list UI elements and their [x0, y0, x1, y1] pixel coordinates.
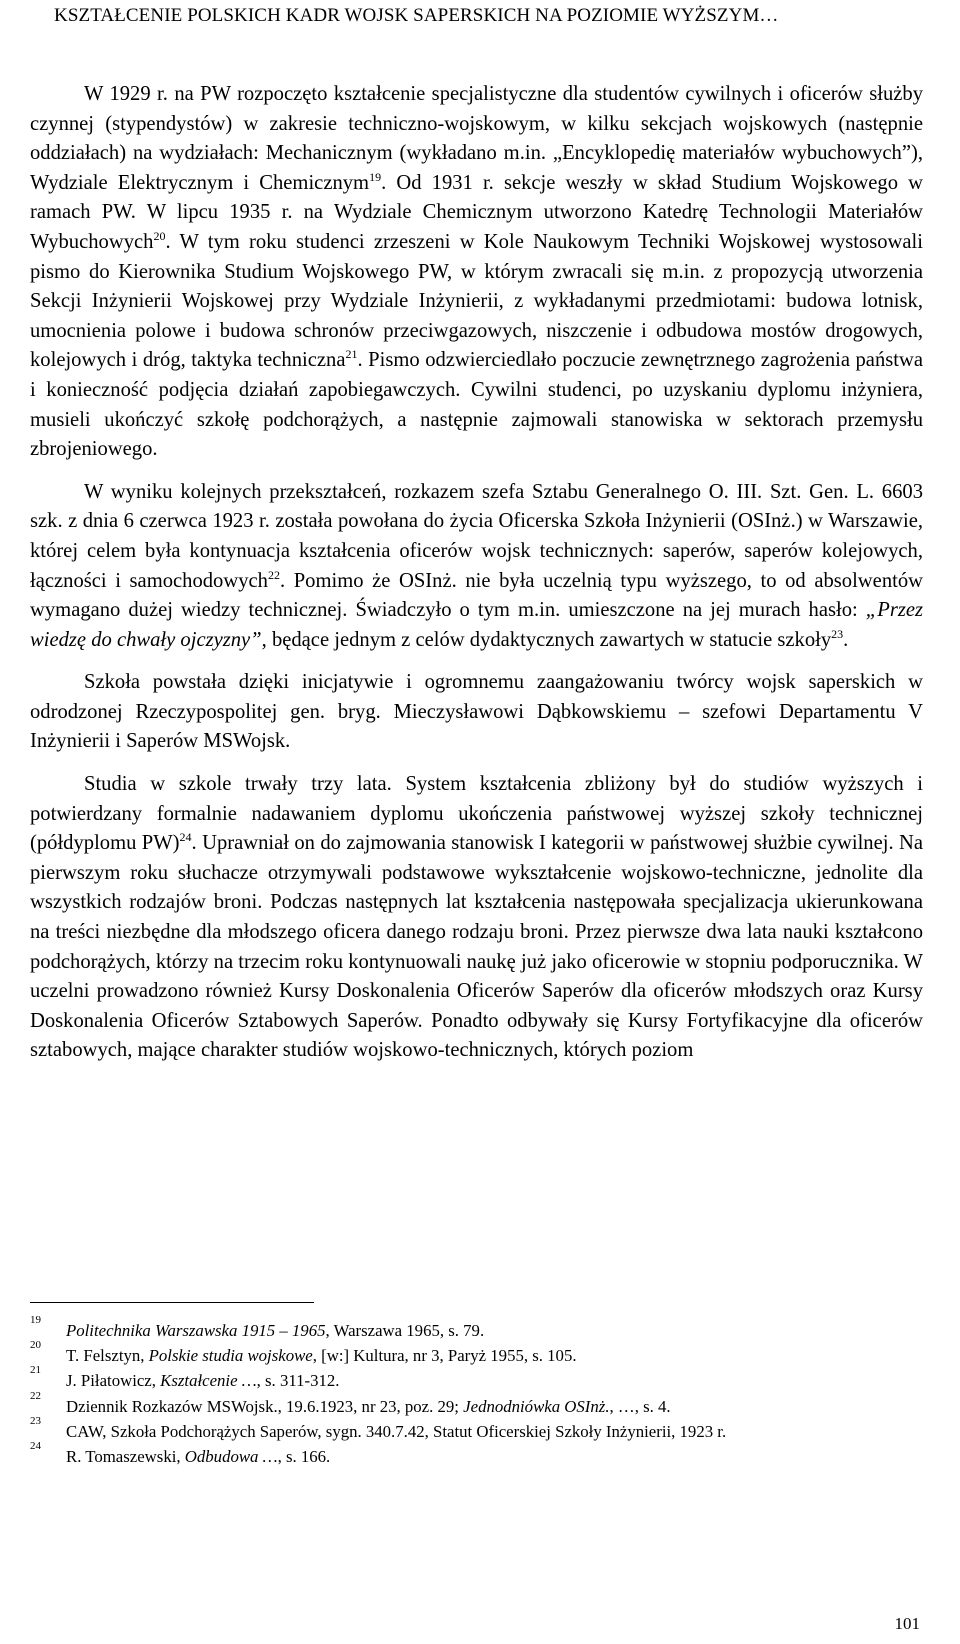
footnote-text: Dziennik Rozkazów MSWojsk., 19.6.1923, nr 23, poz. 29; — [66, 1396, 464, 1416]
footnote-22 — [30, 1389, 923, 1419]
footnote-ref-24[interactable]: 24 — [179, 830, 192, 845]
text-run: , będące jednym z celów dydaktycznych zawartych w statucie szkoły — [261, 628, 832, 651]
footnote-ref-20[interactable]: 20 — [153, 229, 166, 244]
footnote-number: 20 — [30, 1339, 41, 1352]
footnote-text: R. Tomaszewski, — [66, 1447, 185, 1467]
footnote-title: Jednodniówka OSInż. — [463, 1396, 610, 1416]
paragraph-4 — [30, 770, 923, 1066]
page-number: 101 — [894, 1614, 920, 1633]
paragraph-1 — [30, 80, 923, 465]
school-motto: „Przez wiedzę do chwały ojczyzny” — [30, 599, 923, 651]
paragraph-3 — [30, 668, 923, 757]
text-run: . Pismo odzwierciedlało poczucie zewnętrznego zagrożenia państwa i konieczność podjęcia działań zapobiegawczych. Cywilni studenci, po uzyskaniu dyplomu inżyniera, musieli ukończyć szkołę podchorążych, a następnie zajmowali stanowiska w sektorach przemysłu zbrojeniowego. — [30, 349, 923, 461]
text-run: W 1929 r. na PW rozpoczęto kształcenie specjalistyczne dla studentów cywilnych i oficerów służby czynnej (stypendystów) w zakresie techniczno-wojskowym, w kilku sekcjach wojskowych (następnie oddziałach) na wydziałach: Mechanicznym (wykładano m.in. „Encyklopedię materiałów wybuchowych”), Wydziale Elektrycznym i Chemicznym — [30, 83, 923, 194]
footnote-title: Politechnika Warszawska 1915 – 1965 — [66, 1321, 326, 1340]
footnote-text: , …, s. 4. — [609, 1396, 671, 1416]
footnote-text: CAW, Szkoła Podchorążych Saperów, sygn. 340.7.42, Statut Oficerskiej Szkoły Inżynierii, 1923 r. — [66, 1421, 727, 1441]
footnote-text: J. Piłatowicz, — [66, 1371, 161, 1391]
footnote-title: Polskie studia wojskowe — [148, 1346, 313, 1366]
text-run: . Uprawniał on do zajmowania stanowisk I kategorii w państwowej służbie cywilnej. Na pierwszym roku słuchacze otrzymywali podstawowe wykształcenie wojskowo-techniczne, jednolite dla wszystkich rodzajów broni. Podczas następnych lat kształcenia następowała specjalizacja ukierunkowana na treści niezbędne dla młodszego oficera danego rodzaju broni. Przez pierwsze dwa lata nauki kształcono podchorążych, którzy na trzecim roku kontynuowali naukę już jako oficerowie w stopniu podporucznika. W uczelni prowadzono również Kursy Doskonalenia Oficerów Saperów dla oficerów młodszych oraz Kursy Doskonalenia Oficerów Sztabowych Saperów. Ponadto odbywały się Kursy Fortyfikacyjne dla oficerów sztabowych, mające charakter studiów wojskowo-technicznych, których poziom — [30, 832, 924, 1062]
footnote-24 — [30, 1440, 923, 1469]
footnote-19 — [30, 1314, 923, 1343]
text-run: . Pomimo że OSInż. nie była uczelnią typu wyższego, to od absolwentów wymagano dużej wiedzy technicznej. Świadczyło o tym m.in. umieszczone na jej murach hasło: — [30, 569, 924, 622]
footnote-number: 23 — [30, 1414, 41, 1427]
footnote-text: , Warszawa 1965, s. 79. — [325, 1321, 485, 1340]
footnote-23 — [30, 1414, 923, 1444]
footnote-title: Kształcenie … — [160, 1371, 257, 1391]
text-run: . W tym roku studenci zrzeszeni w Kole Naukowym Techniki Wojskowej wystosowali pismo do Kierownika Studium Wojskowego PW, w którym zwracali się m.in. z propozycją utworzenia Sekcji Inżynierii Wojskowej przy Wydziale Inżynierii, z wykładanymi przedmiotami: budowa lotnisk, umocnienia polowe i budowa schronów przeciwgazowych, niszczenie i odbudowa mostów drogowych, kolejowych i dróg, taktyka techniczna — [30, 230, 923, 372]
footnote-20 — [30, 1339, 923, 1368]
footnote-number: 24 — [30, 1440, 41, 1453]
footnote-number: 19 — [30, 1314, 41, 1326]
text-run: . Od 1931 r. sekcje weszły w skład Studium Wojskowego w ramach PW. W lipcu 1935 r. na Wydziale Chemicznym utworzono Katedrę Technologii Materiałów Wybuchowych — [30, 171, 924, 253]
footnote-title: Odbudowa … — [184, 1447, 278, 1467]
running-header: KSZTAŁCENIE POLSKICH KADR WOJSK SAPERSKICH NA POZIOMIE WYŻSZYM… — [54, 5, 779, 26]
footnote-number: 22 — [30, 1389, 41, 1402]
footnote-ref-23[interactable]: 23 — [831, 626, 844, 641]
text-run: W wyniku kolejnych przekształceń, rozkazem szefa Sztabu Generalnego O. III. Szt. Gen. L. 6603 szk. z dnia 6 czerwca 1923 r. została powołana do życia Oficerska Szkoła Inżynierii (OSInż.) w Warszawie, której celem była kontynuacja kształcenia oficerów wojsk technicznych: saperów, saperów kolejowych, łączności i samochodowych — [30, 480, 923, 592]
footnote-number: 21 — [30, 1364, 41, 1377]
text-run: Szkoła powstała dzięki inicjatywie i ogromnemu zaangażowaniu twórcy wojsk saperskich w odrodzonej Rzeczypospolitej gen. bryg. Mieczysławowi Dąbkowskiemu – szefowi Departamentu V Inżynierii i Saperów MSWojsk. — [30, 671, 923, 753]
text-run: Studia w szkole trwały trzy lata. System kształcenia zbliżony był do studiów wyższych i potwierdzany formalnie nadawaniem dyplomu ukończenia państwowej wyższej szkoły technicznej (półdyplomu PW) — [30, 773, 923, 855]
paragraph-2 — [30, 478, 923, 656]
footnote-text: T. Felsztyn, — [66, 1346, 149, 1366]
text-run: . — [843, 628, 849, 651]
footnotes — [30, 1314, 923, 1469]
footnote-text: , s. 166. — [277, 1447, 331, 1467]
footnote-ref-21[interactable]: 21 — [345, 347, 358, 362]
footnote-text: , [w:] Kultura, nr 3, Paryż 1955, s. 105. — [312, 1346, 577, 1366]
footnote-text: , s. 311-312. — [256, 1371, 340, 1391]
footnote-21 — [30, 1364, 923, 1393]
footnote-separator — [30, 1302, 314, 1303]
footnote-ref-22[interactable]: 22 — [267, 567, 280, 582]
footnote-ref-19[interactable]: 19 — [369, 169, 382, 184]
main-text — [30, 80, 923, 1066]
